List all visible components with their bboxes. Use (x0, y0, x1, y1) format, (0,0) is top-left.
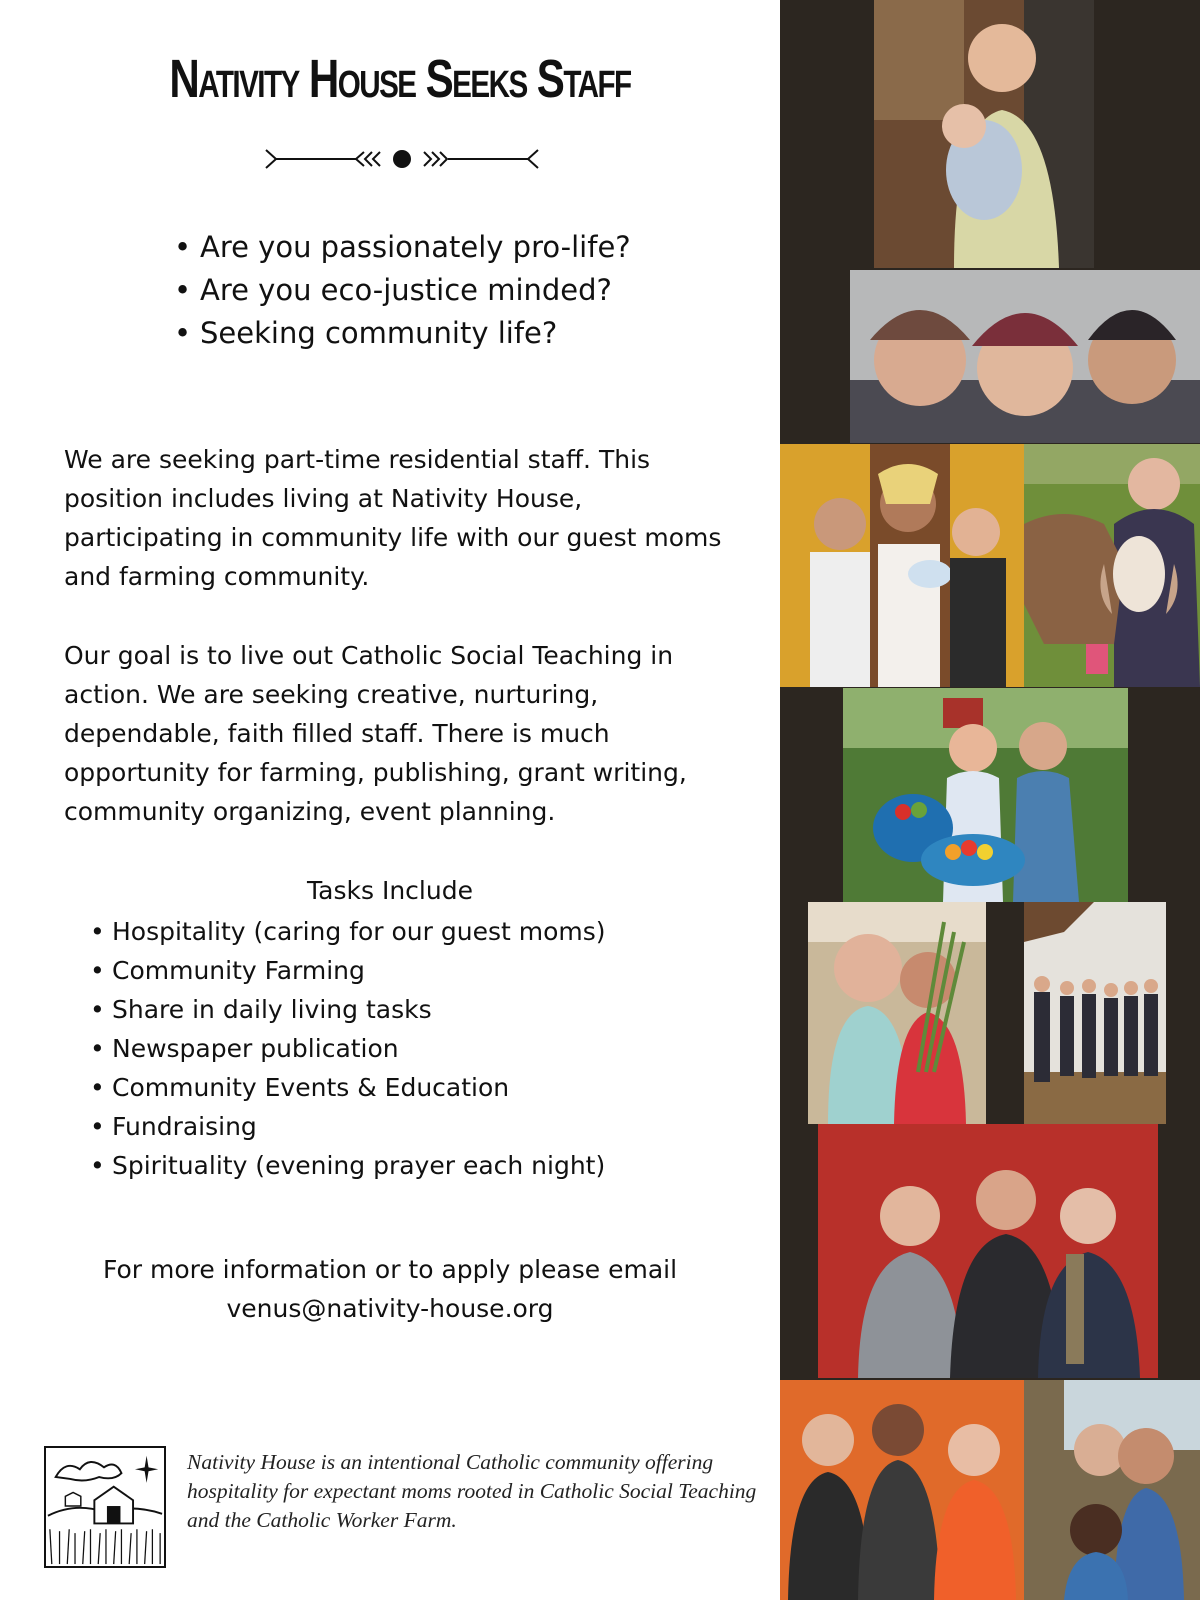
question-item: • Are you passionately pro-life? (196, 226, 631, 269)
group-in-chapel-photo (1024, 902, 1166, 1124)
task-item: • Community Events & Education (112, 1068, 606, 1107)
task-list (112, 912, 606, 1185)
task-item: • Fundraising (112, 1107, 606, 1146)
photo-collage (780, 0, 1200, 1600)
task-item: • Community Farming (112, 951, 606, 990)
three-women-orange-wall-photo (780, 1380, 1024, 1600)
two-women-with-harvest-photo (843, 688, 1128, 902)
woman-with-goat-photo (1024, 444, 1200, 687)
farm-logo-icon (44, 1446, 166, 1568)
three-women-with-newborn-photo (780, 444, 1024, 687)
task-item: • Spirituality (evening prayer each night) (112, 1146, 606, 1185)
question-item: • Seeking community life? (196, 312, 631, 355)
women-with-asparagus-photo (808, 902, 986, 1124)
tasks-heading: Tasks Include (307, 876, 473, 905)
arrow-divider-icon (264, 144, 540, 174)
page-title: Nativity House Seeks Staff (169, 49, 631, 109)
women-with-child-photo (1024, 1380, 1200, 1600)
task-item: • Hospitality (caring for our guest moms) (112, 912, 606, 951)
task-item: • Share in daily living tasks (112, 990, 606, 1029)
goal-description: Our goal is to live out Catholic Social Teaching in action. We are seeking creative, nurturing, dependable, faith filled staff. There is much opportunity for farming, publishing, grant writing, community organizing, event planning. (64, 641, 687, 826)
question-list (196, 226, 631, 355)
contact-line: For more information or to apply please email (102, 1255, 678, 1284)
three-women-red-wall-photo (818, 1124, 1158, 1378)
question-item: • Are you eco-justice minded? (196, 269, 631, 312)
tagline: Nativity House is an intentional Catholic community offering hospitality for expectant moms rooted in Catholic Social Teaching and the Catholic Worker Farm. (187, 1450, 757, 1532)
contact-block (0, 1250, 780, 1328)
three-women-in-winter-hats-photo (850, 270, 1200, 443)
young-woman-holding-baby-photo (874, 0, 1094, 268)
task-item: • Newspaper publication (112, 1029, 606, 1068)
contact-email-link[interactable]: venus@nativity-house.org (226, 1294, 554, 1323)
position-description: We are seeking part-time residential staff. This position includes living at Nativity House, participating in community life with our guest moms and farming community. (64, 445, 722, 591)
